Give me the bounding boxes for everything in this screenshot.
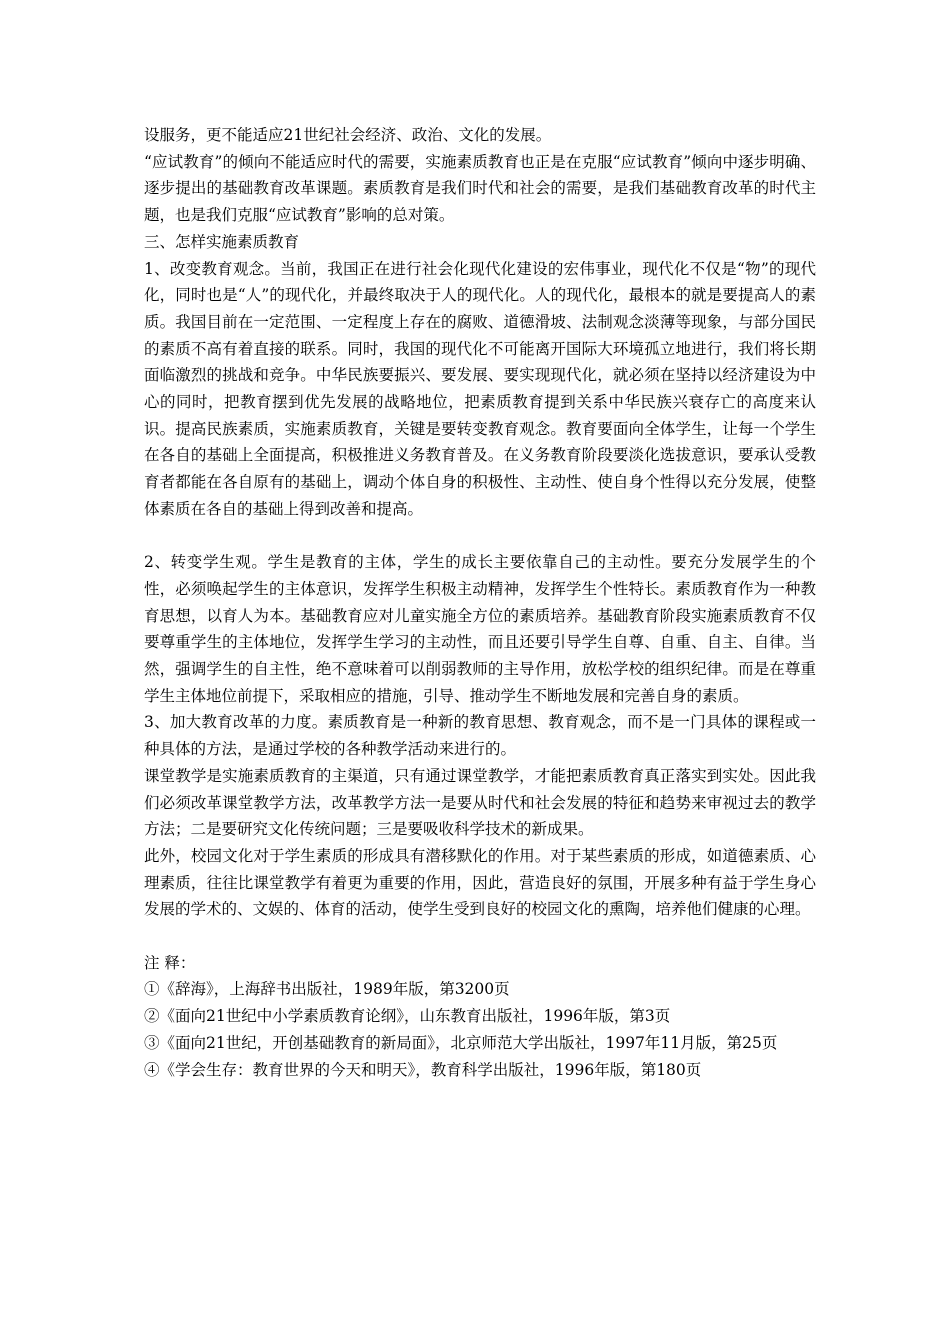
note-item: ①《辞海》，上海辞书出版社，1989年版，第3200页 — [144, 980, 510, 999]
blank-line — [144, 923, 816, 950]
notes-heading: 注 释： — [144, 953, 196, 972]
note-item: ④《学会生存：教育世界的今天和明天》，教育科学出版社，1996年版，第180页 — [144, 1060, 702, 1079]
paragraph-continuation: 设服务，更不能适应21世纪社会经济、政治、文化的发展。 — [144, 126, 552, 144]
note-item: ②《面向21世纪中小学素质教育论纲》，山东教育出版社，1996年版，第3页 — [144, 1007, 671, 1026]
paragraph-point-2: 2、转变学生观。学生是教育的主体，学生的成长主要依靠自己的主动性。要充分发展学生的个性，必须唤起学生的主体意识，发挥学生积极主动精神，发挥学生个性特长。素质教育作为一种教育思想，以育人为本。基础教育应对儿童实施全方位的素质培养。基础教育阶段实施素质教育不仅要尊重学生的主体地位，发挥学生学习的主动性，而且还要引导学生自尊、自重、自主、自律。当然，强调学生的自主性，绝不意味着可以削弱教师的主导作用，放松学校的组织纪律。而是在尊重学生主体地位前提下，采取相应的措施，引导、推动学生不断地发展和完善自身的素质。 — [144, 553, 816, 705]
blank-line — [144, 523, 816, 550]
section-heading: 三、怎样实施素质教育 — [144, 232, 300, 251]
paragraph-classroom: 课堂教学是实施素质教育的主渠道，只有通过课堂教学，才能把素质教育真正落实到实处。因此我们必须改革课堂教学方法，改革教学方法一是要从时代和社会发展的特征和趋势来审视过去的教学方法；二是要研究文化传统问题；三是要吸收科学技术的新成果。 — [144, 766, 816, 839]
paragraph-point-3: 3、加大教育改革的力度。素质教育是一种新的教育思想、教育观念，而不是一门具体的课程或一种具体的方法，是通过学校的各种教学活动来进行的。 — [144, 713, 816, 759]
paragraph-exam-education: “应试教育”的倾向不能适应时代的需要，实施素质教育也正是在克服“应试教育”倾向中逐步明确、逐步提出的基础教育改革课题。素质教育是我们时代和社会的需要，是我们基础教育改革的时代主题，也是我们克服“应试教育”影响的总对策。 — [144, 152, 816, 225]
paragraph-point-1: 1、改变教育观念。当前，我国正在进行社会化现代化建设的宏伟事业，现代化不仅是“物”的现代化，同时也是“人”的现代化，并最终取决于人的现代化。人的现代化，最根本的就是要提高人的素质。我国目前在一定范围、一定程度上存在的腐败、道德滑坡、法制观念淡薄等现象，与部分国民的素质不高有着直接的联系。同时，我国的现代化不可能离开国际大环境孤立地进行，我们将长期面临激烈的挑战和竞争。中华民族要振兴、要发展、要实现现代化，就必须在坚持以经济建设为中心的同时，把教育摆到优先发展的战略地位，把素质教育提到关系中华民族兴衰存亡的高度来认识。提高民族素质，实施素质教育，关键是要转变教育观念。教育要面向全体学生，让每一个学生在各自的基础上全面提高，积极推进义务教育普及。在义务教育阶段要淡化选拔意识，要承认受教育者都能在各自原有的基础上，调动个体自身的积极性、主动性、使自身个性得以充分发展，使整体素质在各自的基础上得到改善和提高。 — [144, 259, 816, 518]
paragraph-campus-culture: 此外，校园文化对于学生素质的形成具有潜移默化的作用。对于某些素质的形成，如道德素质、心理素质，往往比课堂教学有着更为重要的作用，因此，营造良好的氛围，开展多种有益于学生身心发展的学术的、文娱的、体育的活动，使学生受到良好的校园文化的熏陶，培养他们健康的心理。 — [144, 846, 816, 919]
document-body — [144, 122, 816, 1083]
note-item: ③《面向21世纪，开创基础教育的新局面》，北京师范大学出版社，1997年11月版，第25页 — [144, 1033, 778, 1052]
notes-section — [144, 950, 816, 1084]
